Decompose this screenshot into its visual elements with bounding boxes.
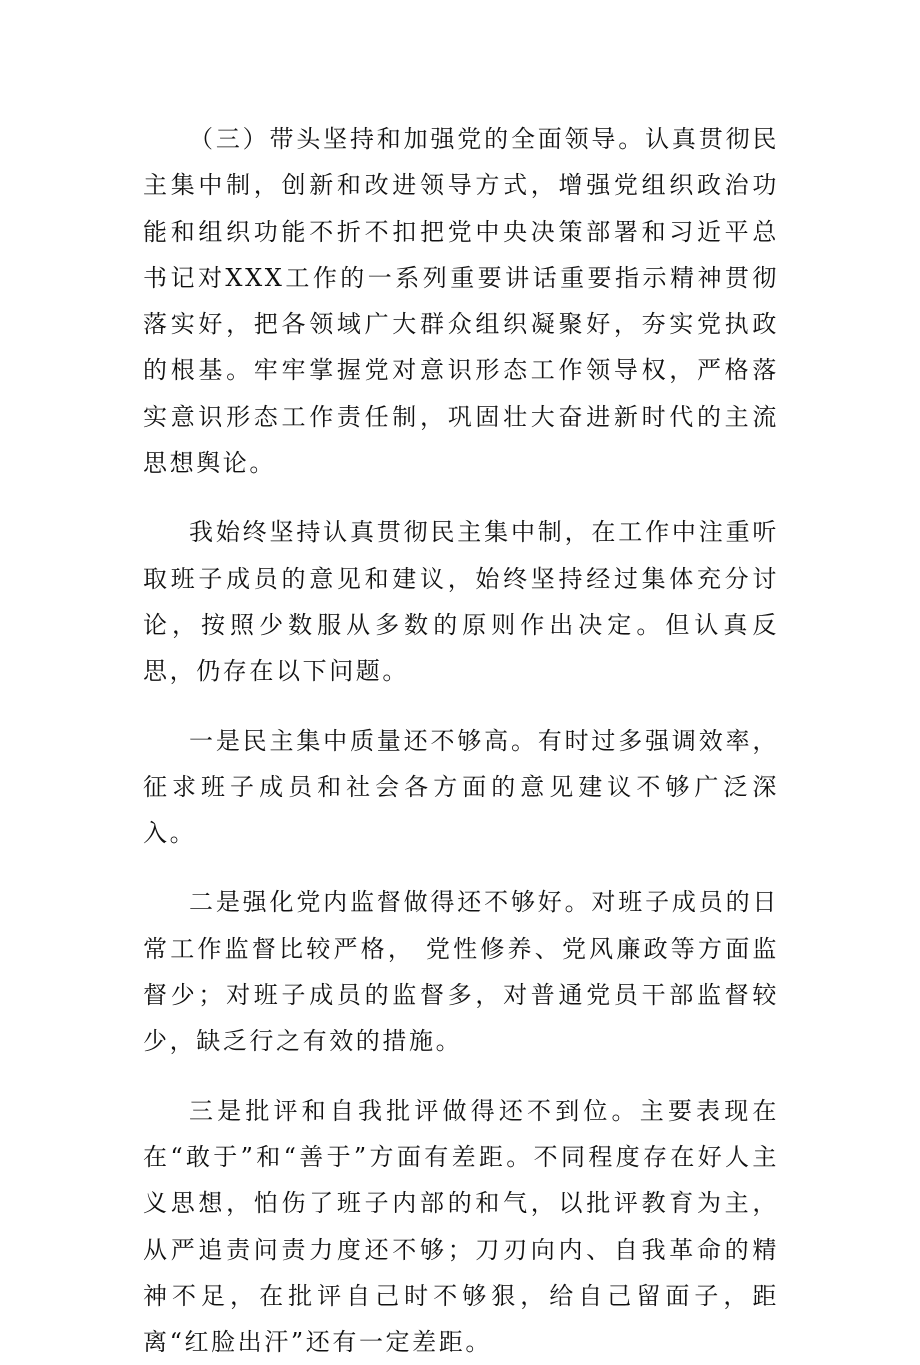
paragraph-issue-one: 一是民主集中质量还不够高。有时过多强调效率，征求班子成员和社会各方面的意见建议不够广泛深入。 bbox=[143, 726, 779, 848]
paragraph-leadership: （三）带头坚持和加强党的全面领导。认真贯彻民主集中制，创新和改进领导方式，增强党组织政治功能和组织功能不折不扣把党中央决策部署和习近平总书记对XXX工作的一系列重要讲话重要指示精神贯彻落实好，把各领域广大群众组织凝聚好，夯实党执政的根基。牢牢掌握党对意识形态工作领导权，严格落实意识形态工作责任制，巩固壮大奋进新时代的主流思想舆论。 bbox=[143, 125, 779, 478]
paragraph-issue-three: 三是批评和自我批评做得还不到位。主要表现在在“敢于”和“善于”方面有差距。不同程度存在好人主义思想，怕伤了班子内部的和气，以批评教育为主，从严追责问责力度还不够；刀刃向内、自我革命的精神不足，在批评自己时不够狠，给自己留面子，距离“红脸出汗”还有一定差距。 bbox=[143, 1096, 779, 1357]
paragraph-issue-two: 二是强化党内监督做得还不够好。对班子成员的日常工作监督比较严格， 党性修养、党风廉政等方面监督少；对班子成员的监督多，对普通党员干部监督较少，缺乏行之有效的措施。 bbox=[143, 888, 779, 1056]
document-body bbox=[143, 116, 779, 1365]
paragraph-democratic-centralism: 我始终坚持认真贯彻民主集中制，在工作中注重听取班子成员的意见和建议，始终坚持经过集体充分讨论，按照少数服从多数的原则作出决定。但认真反思，仍存在以下问题。 bbox=[143, 518, 779, 686]
